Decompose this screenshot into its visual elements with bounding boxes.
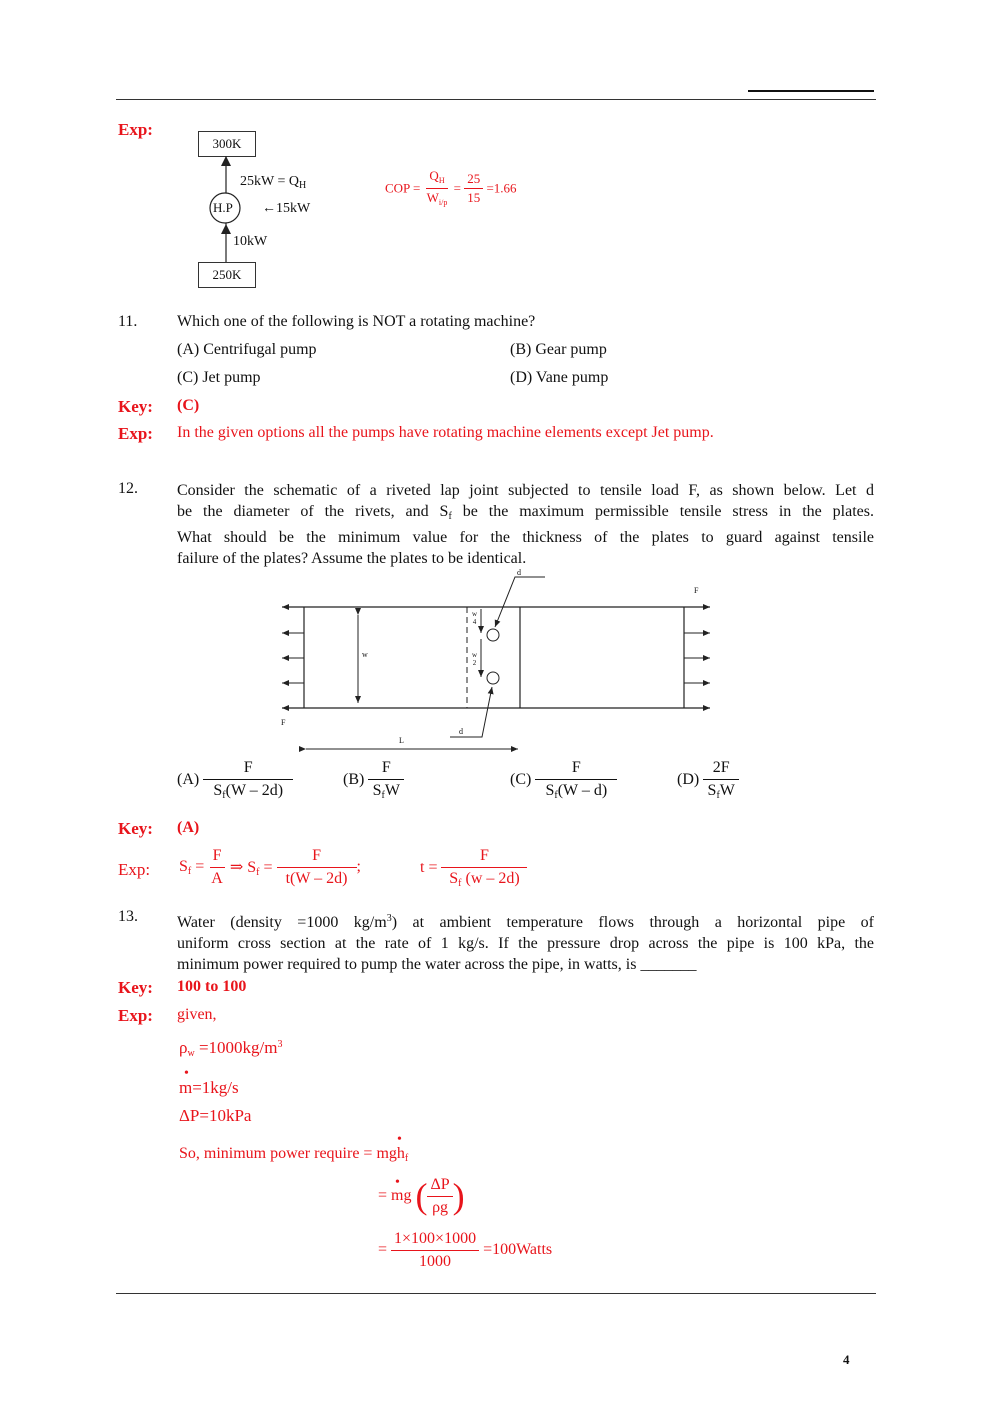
q13-line1b: ) at ambient temperature flows through a horizontal pipe of [391, 914, 875, 931]
fig-label-d-top: d [517, 568, 521, 577]
q12-option-c-label: (C) [510, 770, 532, 788]
power-sub: f [404, 1153, 409, 1164]
q13-exp-label: Exp: [118, 1006, 153, 1025]
step3-prefix: = [378, 1241, 388, 1259]
step2-num: ΔP [427, 1176, 452, 1197]
rho-sup: 3 [277, 1039, 283, 1050]
q12-option-c-den-rest: (W – d) [557, 781, 608, 799]
q11-number: 11. [118, 313, 138, 330]
q12-option-c-den-sub: f [554, 789, 558, 801]
q10-exp-label: Exp: [118, 120, 153, 139]
q12-option-d-num: 2F [703, 759, 739, 780]
exp-f-over-a [208, 847, 226, 887]
q12-sf-sub: f [448, 511, 452, 522]
step2-dot: • [395, 1175, 400, 1190]
exp-implies-sub: f [256, 866, 260, 878]
q12-line3: What should be the minimum value for the thickness of the plates to guard against tensile [177, 529, 874, 546]
w4-den: 4 [472, 618, 477, 626]
q12-option-a-den-s: S [213, 781, 223, 799]
q13-dp: ΔP=10kPa [179, 1106, 252, 1125]
q11-option-d: (D) Vane pump [510, 369, 609, 386]
mdot-dot: • [184, 1066, 189, 1081]
step3-result: =100Watts [483, 1241, 553, 1259]
q12-option-a-den-sub: f [222, 789, 226, 801]
q12-exp-label: Exp: [118, 860, 151, 879]
q12-option-a-label: (A) [177, 770, 200, 788]
q13-line1-sup: 3 [386, 913, 392, 924]
step3-fraction [391, 1230, 479, 1270]
q12-key: (A) [177, 819, 200, 836]
box-300k: 300K [198, 131, 256, 157]
q13-rho [179, 1038, 283, 1059]
q13-power-line [179, 1145, 408, 1164]
step2-fraction [427, 1176, 452, 1216]
cop-den2: 15 [467, 189, 481, 205]
w2-num: w [472, 651, 478, 659]
q11-option-a: (A) Centrifugal pump [177, 341, 317, 358]
exp-sf: S [179, 857, 188, 875]
q13-line1a: Water (density =1000 kg/m [177, 914, 387, 931]
fig-label-f-left: F [281, 718, 286, 727]
q13-mdot: m=1kg/s [179, 1078, 239, 1097]
step2-den: ρg [432, 1198, 449, 1216]
q12-option-a-fraction [203, 759, 293, 801]
riveted-joint-figure [270, 565, 720, 760]
header-short-rule [748, 90, 874, 92]
exp-eq1: = [195, 857, 205, 875]
q12-line2b: be the maximum permissible tensile stress in the plates. [451, 503, 874, 520]
q12-option-b-den-s: S [372, 781, 382, 799]
fig-label-l: L [399, 736, 404, 745]
box-250k: 250K [198, 262, 256, 288]
cop-fraction-2 [464, 172, 483, 206]
ql-label: 10kW [233, 234, 268, 249]
exp-fraction-3 [441, 847, 527, 889]
exp-fraction-2 [277, 847, 357, 887]
q13-given: given, [177, 1006, 217, 1023]
q12-key-label: Key: [118, 819, 153, 838]
rho-symbol: ρ [179, 1038, 188, 1057]
fig-label-w: w [362, 650, 368, 659]
qh-label [240, 174, 306, 191]
w4-num: w [472, 610, 478, 618]
q12-option-c-den-s: S [545, 781, 555, 799]
q13-question [177, 908, 874, 975]
fig-label-w2 [472, 651, 477, 667]
rho-sub: w [187, 1048, 195, 1059]
step3-den: 1000 [419, 1252, 452, 1270]
q11-exp: In the given options all the pumps have rotating machine elements except Jet pump. [177, 424, 714, 441]
cop-fraction-1 [424, 169, 451, 208]
q12-option-c-fraction [535, 759, 617, 801]
q12-option-c [510, 759, 617, 801]
exp-f-2: F [277, 847, 357, 868]
q12-option-b-label: (B) [343, 770, 365, 788]
q12-option-b-den-rest: W [384, 781, 400, 799]
rho-value: =1000kg/m [194, 1038, 278, 1057]
w2-den: 2 [472, 659, 477, 667]
exp-t: t = [420, 858, 438, 876]
cop-den1-sub: i/p [438, 197, 448, 207]
cop-num2: 25 [464, 172, 483, 189]
exp-semicolon: ; [356, 858, 361, 876]
hp-label: H.P [213, 200, 233, 215]
rivet-bottom [487, 672, 499, 684]
rivet-top [487, 629, 499, 641]
q12-option-d-den-sub: f [716, 789, 720, 801]
power-dot: • [397, 1132, 402, 1147]
q13-number: 13. [118, 908, 138, 925]
q12-exp-equation [179, 847, 361, 887]
exp-f: F [210, 847, 225, 868]
cop-label: COP = [385, 180, 421, 196]
arrow-up-icon-lower [221, 224, 231, 234]
q11-exp-label: Exp: [118, 424, 153, 443]
exp-a: A [211, 869, 223, 887]
q12-option-b-fraction [368, 759, 404, 801]
cop-result: =1.66 [486, 180, 517, 196]
page-number: 4 [843, 1352, 850, 1367]
q13-step3 [378, 1230, 552, 1270]
q12-option-b-num: F [368, 759, 404, 780]
q12-option-a [177, 759, 293, 801]
fig-label-w4 [472, 610, 477, 626]
exp-f-3: F [441, 847, 527, 868]
q11-key: (C) [177, 397, 200, 414]
exp-den3-s: S [449, 869, 459, 887]
q13-step2: = mg ( $\frac{\Delta P}{\rho g}$ ) [378, 1175, 465, 1216]
q12-line2a: be the diameter of the rivets, and S [177, 503, 449, 520]
q12-option-a-num: F [203, 759, 293, 780]
q12-option-d-den-rest: W [719, 781, 735, 799]
q12-option-d [677, 759, 739, 801]
fig-label-d-bottom: d [459, 727, 463, 736]
cop-den1: W [426, 189, 439, 205]
q13-line3: minimum power required to pump the water across the pipe, in watts, is _______ [177, 956, 697, 973]
exp-den3-rest: (w – 2d) [465, 869, 520, 887]
q12-option-d-den-s: S [707, 781, 717, 799]
arrow-up-icon [221, 156, 231, 166]
q12-question [177, 480, 874, 569]
q12-line4: failure of the plates? Assume the plates to be identical. [177, 550, 527, 567]
power-text: So, minimum power require = mgh [179, 1145, 405, 1162]
q12-option-c-num: F [535, 759, 617, 780]
q12-line2 [177, 501, 874, 527]
q12-option-d-label: (D) [677, 770, 700, 788]
q12-number: 12. [118, 480, 138, 497]
qh-text: 25kW = Q [240, 174, 299, 189]
q12-exp-t-equation [420, 847, 527, 889]
q12-option-a-den-rest: (W – 2d) [225, 781, 284, 799]
footer-rule [116, 1293, 876, 1294]
q11-question: Which one of the following is NOT a rotating machine? [177, 313, 536, 330]
q12-option-b [343, 759, 404, 801]
q11-key-label: Key: [118, 397, 153, 416]
q13-line1 [177, 908, 874, 933]
cop-equation: COP = $\frac{Q_H}{W_{i/p}}$ = $\frac{25}{15}$ =1.66 [385, 168, 517, 207]
exp-den2: t(W – 2d) [285, 869, 348, 887]
header-rule [116, 99, 876, 100]
exp-eq2: = [263, 858, 273, 876]
exp-implies: ⇒ S [229, 858, 257, 876]
q12-line1: Consider the schematic of a riveted lap joint subjected to tensile load F, as shown below. Let d [177, 482, 874, 499]
q13-line2: uniform cross section at the rate of 1 kg/s. If the pressure drop across the pipe is 100 kPa, the [177, 935, 874, 952]
fig-label-f-right: F [694, 586, 699, 595]
q11-option-c: (C) Jet pump [177, 369, 261, 386]
exp-sf-sub: f [187, 865, 192, 877]
q11-option-b: (B) Gear pump [510, 341, 607, 358]
work-input-label: ←15kW [262, 201, 311, 216]
q13-key: 100 to 100 [177, 978, 247, 995]
step3-num: 1×100×1000 [391, 1230, 479, 1251]
q12-option-b-den-sub: f [381, 789, 385, 801]
step2-prefix: = mg [378, 1187, 412, 1204]
cop-num1-sub: H [438, 176, 445, 185]
q12-option-d-fraction [703, 759, 739, 801]
cop-num1: Q [429, 168, 439, 183]
q13-key-label: Key: [118, 978, 153, 997]
exp-den3-sub: f [458, 877, 462, 889]
qh-sub: H [298, 180, 307, 191]
